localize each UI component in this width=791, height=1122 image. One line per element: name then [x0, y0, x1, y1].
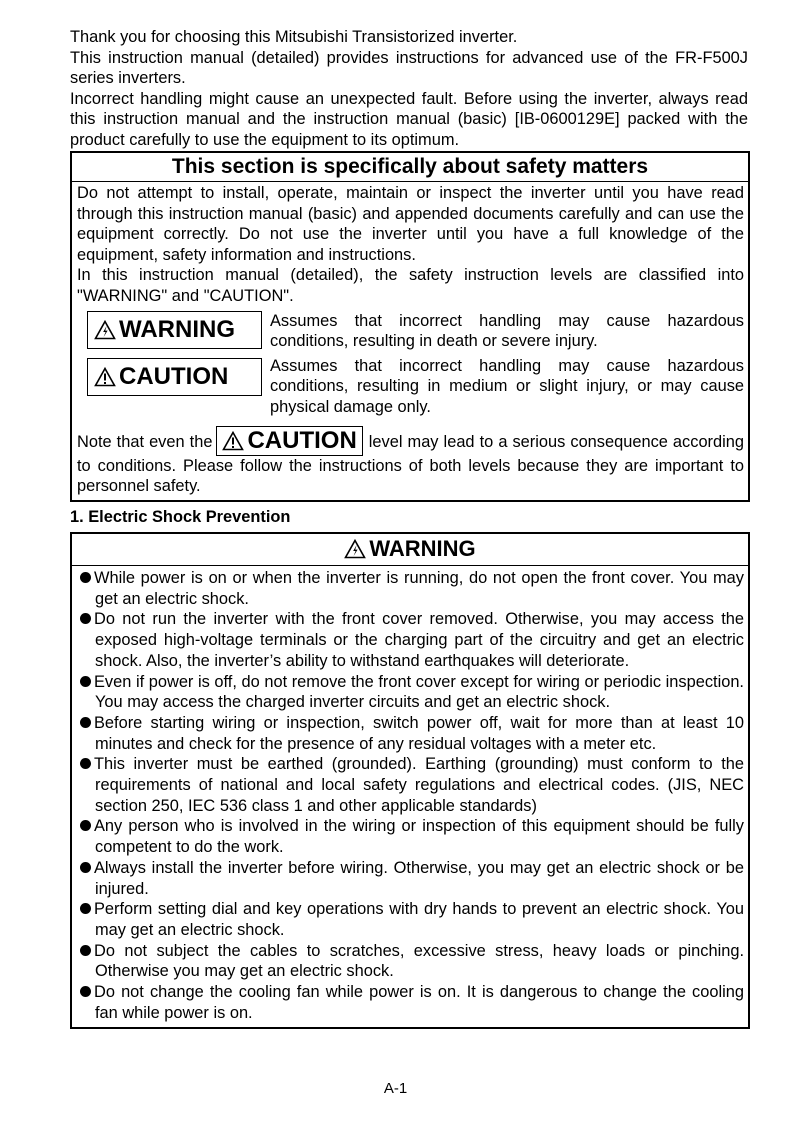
section-heading: 1. Electric Shock Prevention: [70, 508, 291, 526]
caution-signal-word: [87, 358, 262, 396]
bullet-icon: [80, 986, 91, 997]
list-item-text: Do not subject the cables to scratches, excessive stress, heavy loads or pinching. Otherwise you may get an electric shock.: [94, 941, 744, 981]
list-item-text: Any person who is involved in the wiring or inspection of this equipment should be fully competent to do the work.: [94, 817, 744, 857]
bullet-icon: [80, 717, 91, 728]
list-item: [77, 713, 744, 754]
list-item-text: While power is on or when the inverter is running, do not open the front cover. You may get an electric shock.: [94, 569, 744, 608]
intro-paragraph-3: Incorrect handling might cause an unexpected fault. Before using the inverter, always read this instruction manual and the instruction manual (basic) [IB-0600129E] packed with the product carefully to use the equipment to its optimum.: [70, 89, 748, 149]
note-caution-label: CAUTION: [247, 426, 357, 454]
list-item-text: Do not change the cooling fan while power is on. It is dangerous to change the cooling fan while power is on.: [94, 983, 744, 1022]
safety-note: [77, 426, 744, 497]
bullet-icon: [80, 613, 91, 624]
safety-box: [70, 151, 750, 502]
caution-legend: [77, 356, 744, 418]
electric-shock-warning-box: [70, 532, 750, 1029]
caution-triangle-icon: [222, 431, 244, 451]
warning-signal-word: [87, 311, 262, 349]
caution-label: CAUTION: [119, 362, 229, 390]
list-item: [77, 858, 744, 899]
bullet-icon: [80, 903, 91, 914]
list-item-text: Even if power is off, do not remove the front cover except for wiring or periodic inspection. You may access the charged inverter circuits and get an electric shock.: [94, 672, 744, 712]
warning-triangle-icon: [94, 320, 116, 340]
list-item-text: Before starting wiring or inspection, switch power off, wait for more than at least 10 minutes and check for the presence of any residual voltages with a meter etc.: [94, 713, 744, 753]
warning-list: [72, 566, 748, 1027]
note-caution-signal-word: [216, 426, 362, 456]
list-item: [77, 982, 744, 1023]
bullet-icon: [80, 758, 91, 769]
warning-box-title: [72, 534, 748, 566]
caution-description: Assumes that incorrect handling may cause hazardous conditions, resulting in medium or slight injury, or may cause physical damage only.: [270, 356, 744, 416]
list-item: [77, 609, 744, 671]
intro: [70, 27, 748, 150]
warning-triangle-icon: [344, 539, 366, 559]
bullet-icon: [80, 820, 91, 831]
warning-label: WARNING: [119, 315, 235, 343]
list-item: [77, 568, 744, 609]
bullet-icon: [80, 862, 91, 873]
intro-paragraph-2: This instruction manual (detailed) provides instructions for advanced use of the FR-F500J series inverters.: [70, 48, 748, 87]
list-item-text: Always install the inverter before wiring. Otherwise, you may get an electric shock or be injured.: [94, 858, 744, 898]
list-item: [77, 941, 744, 982]
list-item: [77, 754, 744, 816]
warning-description: Assumes that incorrect handling may cause hazardous conditions, resulting in death or severe injury.: [270, 311, 744, 351]
page-number: A-1: [383, 1080, 408, 1097]
safety-paragraph-1: Do not attempt to install, operate, maintain or inspect the inverter until you have read through this instruction manual (basic) and appended documents carefully and can use the equipment correctly. Do not use the inverter until you have a full knowledge of the equipment, safety information and instructions.: [77, 184, 744, 264]
list-item: [77, 672, 744, 713]
note-before: Note that even the: [77, 432, 213, 451]
intro-line-1: Thank you for choosing this Mitsubishi Transistorized inverter.: [70, 28, 518, 46]
note-after: level may lead to a serious consequence according to conditions. Please follow the instructions of both levels because they are important to personnel safety.: [77, 432, 745, 496]
list-item-text: Perform setting dial and key operations with dry hands to prevent an electric shock. You may get an electric shock.: [94, 900, 744, 939]
bullet-icon: [80, 676, 91, 687]
list-item: [77, 816, 744, 857]
list-item-text: Do not run the inverter with the front cover removed. Otherwise, you may access the exposed high-voltage terminals or the charging part of the circuitry and get an electric shock. Also, the inverter’s ability to withstand earthquakes will deteriorate.: [94, 610, 744, 670]
bullet-icon: [80, 945, 91, 956]
safety-paragraph-2: In this instruction manual (detailed), the safety instruction levels are classified into "WARNING" and "CAUTION".: [77, 266, 744, 305]
warning-legend: [77, 311, 744, 352]
bullet-icon: [80, 572, 91, 583]
list-item-text: This inverter must be earthed (grounded). Earthing (grounding) must conform to the requirements of national and local safety regulations and electrical codes. (JIS, NEC section 250, IEC 536 class 1 and other applicable standards): [94, 755, 744, 815]
list-item: [77, 899, 744, 940]
warning-box-title-label: WARNING: [369, 536, 476, 561]
caution-triangle-icon: [94, 367, 116, 387]
safety-title: This section is specifically about safety matters: [72, 153, 748, 182]
